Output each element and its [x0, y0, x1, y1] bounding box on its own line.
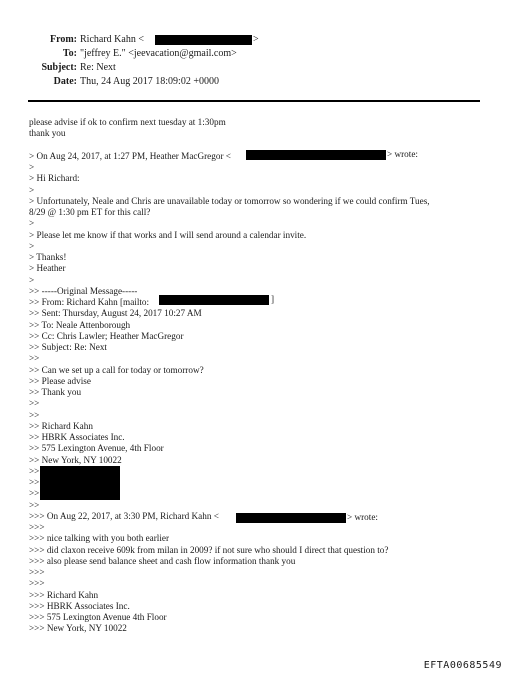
to-label: To:	[62, 48, 77, 59]
body-line: >	[29, 218, 35, 229]
body-line: >>> On Aug 22, 2017, at 3:30 PM, Richard Kahn <	[29, 510, 219, 521]
redaction-kahn-email	[236, 513, 346, 523]
body-line: > Please let me know if that works and I will send around a calendar invite.	[29, 229, 307, 240]
body-line: > Hi Richard:	[29, 173, 80, 184]
mailto-close: ]	[271, 294, 275, 304]
body-line: >> From: Richard Kahn [mailto:	[29, 297, 150, 307]
body-line: >> Sent: Thursday, August 24, 2017 10:27 AM	[29, 308, 202, 319]
to-value: "jeffrey E." <jeevacation@gmail.com>	[80, 48, 237, 59]
header-from-value	[80, 34, 144, 46]
body-line: >> New York, NY 10022	[29, 454, 122, 465]
redaction-heather-email	[246, 150, 386, 160]
from-label: From:	[49, 34, 77, 45]
subject-label: Subject:	[41, 62, 77, 73]
body-line: >>> nice talking with you both earlier	[29, 533, 170, 544]
body-line: >> Richard Kahn	[29, 420, 93, 431]
header-divider	[28, 100, 480, 102]
body-line: >>	[29, 488, 40, 499]
body-line: >> -----Original Message-----	[29, 285, 138, 296]
body-line: >> Cc: Chris Lawler; Heather MacGregor	[29, 330, 184, 341]
body-line: >>	[29, 353, 40, 364]
body-line: >> 575 Lexington Avenue, 4th Floor	[29, 443, 164, 454]
body-line: >>> also please send balance sheet and cash flow information thank you	[29, 555, 296, 566]
body-line: >> Subject: Re: Next	[29, 342, 107, 352]
from-value: Richard Kahn <	[80, 34, 144, 45]
wrote-suffix-2: > wrote:	[347, 512, 378, 522]
body-line: >>>	[29, 578, 45, 589]
body-line: > Heather	[29, 263, 66, 274]
body-line: > Thanks!	[29, 252, 67, 262]
body-line: 8/29 @ 1:30 pm ET for this call?	[29, 207, 151, 217]
body-line: >>	[29, 499, 40, 510]
date-label: Date:	[53, 76, 77, 87]
body-line: please advise if ok to confirm next tuesday at 1:30pm	[29, 117, 226, 127]
from-close: >	[253, 34, 259, 45]
body-line: >>>	[29, 567, 45, 577]
body-line: >>> HBRK Associates Inc.	[29, 600, 130, 611]
body-line: >	[29, 162, 35, 172]
date-value: Thu, 24 Aug 2017 18:09:02 +0000	[80, 76, 219, 87]
body-line: >>	[29, 409, 40, 420]
body-line: > Unfortunately, Neale and Chris are unavailable today or tomorrow so wondering if we could confirm Tues,	[29, 195, 430, 206]
document-id: EFTA00685549	[423, 660, 502, 671]
body-line: >>> did claxon receive 609k from milan in 2009? if not sure who should I direct that question to?	[29, 544, 389, 555]
body-line: >	[29, 240, 35, 251]
body-line: >> Please advise	[29, 375, 91, 386]
body-line: >>> Richard Kahn	[29, 589, 99, 600]
body-line: >>>	[29, 522, 45, 532]
body-line: >>	[29, 477, 40, 487]
header-date-value	[80, 76, 219, 88]
subject-value: Re: Next	[80, 62, 116, 73]
body-line: >> Can we set up a call for today or tomorrow?	[29, 364, 204, 375]
redaction-mailto	[159, 295, 269, 305]
body-line: >>> 575 Lexington Avenue 4th Floor	[29, 612, 167, 622]
body-line: >>	[29, 465, 40, 476]
header-to-value	[80, 48, 237, 60]
body-line: > On Aug 24, 2017, at 1:27 PM, Heather MacGregor <	[29, 150, 231, 161]
redaction-from	[155, 35, 252, 45]
body-line: >> Thank you	[29, 387, 82, 397]
body-line: >>	[29, 398, 40, 409]
body-line: >>> New York, NY 10022	[29, 623, 127, 634]
body-line: >	[29, 184, 35, 195]
body-line: >> HBRK Associates Inc.	[29, 432, 125, 442]
header-subject-value	[80, 62, 116, 74]
wrote-suffix-1: > wrote:	[387, 149, 418, 159]
body-line: thank you	[29, 128, 66, 139]
redaction-signature-block	[40, 466, 120, 500]
body-line: >	[29, 274, 35, 285]
body-line: >> To: Neale Attenborough	[29, 319, 131, 330]
